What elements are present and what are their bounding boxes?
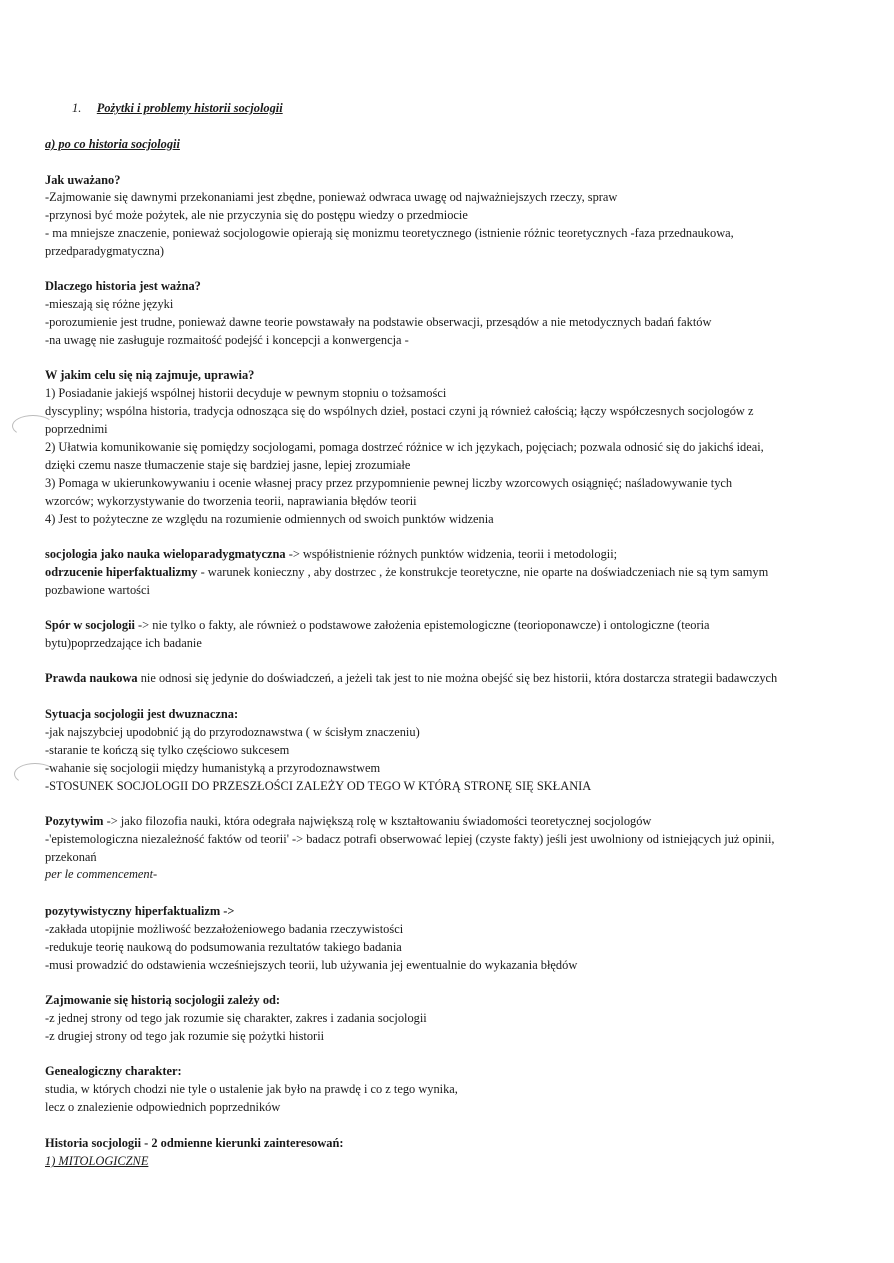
text-line: Prawda naukowa nie odnosi się jedynie do doświadczeń, a jeżeli tak jest to nie można obejść się bez historii, która dostarcza strategii badawczych [45,671,778,685]
text-line: -z drugiej strony od tego jak rozumie się pożytki historii [45,1029,325,1043]
text-line: -porozumienie jest trudne, ponieważ dawne teorie powstawały na podstawie obserwacji, przesądów a nie metodycznych badań faktów [45,315,712,329]
text-line: -'epistemologiczna niezależność faktów od teorii' -> badacz potrafi obserwować lepiej (czyste fakty) jeśli jest uwolniony od istniejących już opinii, [45,832,775,846]
text-line: -z jednej strony od tego jak rozumie się charakter, zakres i zadania socjologii [45,1011,427,1025]
text-line: -Zajmowanie się dawnymi przekonaniami jest zbędne, ponieważ odwraca uwagę od najważniejszych rzeczy, spraw [45,190,618,204]
text-line: -przynosi być może pożytek, ale nie przyczynia się do postępu wiedzy o przedmiocie [45,208,468,222]
text-line: 4) Jest to pożyteczne ze względu na rozumienie odmiennych od swoich punktów widzenia [45,512,494,526]
text-line: -wahanie się socjologii między humanistyką a przyrodoznawstwem [45,761,381,775]
section-title: Historia socjologii - 2 odmienne kierunki zainteresowań: [45,1136,344,1150]
text-line: -mieszają się różne języki [45,297,174,311]
text-line: bytu)poprzedzające ich badanie [45,636,202,650]
text-line: -STOSUNEK SOCJOLOGII DO PRZESZŁOŚCI ZALEŻY OD TEGO W KTÓRĄ STRONĘ SIĘ SKŁANIA [45,779,592,793]
text-line: 2) Ułatwia komunikowanie się pomiędzy socjologami, pomaga dostrzeć różnice w ich językach, pojęciach; pozwala odnosić się do jakichś ideai, [45,440,764,454]
text-line: studia, w których chodzi nie tyle o ustalenie jak było na prawdę i co z tego wynika, [45,1082,458,1096]
text-line: - ma mniejsze znaczenie, ponieważ socjologowie opierają się monizmu teoretycznego (istnienie różnic teoretycznych -faza przednaukowa, [45,226,734,240]
text-line: 1) Posiadanie jakiejś wspólnej historii decyduje w pewnym stopniu o tożsamości [45,386,447,400]
subsection-title: 1) MITOLOGICZNE [45,1154,149,1168]
text-line: lecz o znalezienie odpowiednich poprzedników [45,1100,281,1114]
text-line: -redukuje teorię naukową do podsumowania rezultatów takiego badania [45,940,402,954]
text-line: socjologia jako nauka wieloparadygmatyczna -> współistnienie różnych punktów widzenia, teorii i metodologii; [45,547,618,561]
section-title: Dlaczego historia jest ważna? [45,279,201,293]
heading-title: Pożytki i problemy historii socjologii [96,101,283,115]
text-line: pozbawione wartości [45,583,150,597]
text-line: odrzucenie hiperfaktualizmy - warunek konieczny , aby dostrzec , że konstrukcje teoretyczne, nie oparte na doświadczeniach nie są tym samym [45,565,769,579]
section-title: pozytywistyczny hiperfaktualizm -> [45,904,235,918]
text-line: przekonań [45,850,97,864]
section-title: Zajmowanie się historią socjologii zależy od: [45,993,281,1007]
text-line: -musi prowadzić do odstawienia wcześniejszych teorii, lub używania jej ewentualnie do wykazania błędów [45,958,578,972]
section-title: Jak uważano? [45,173,121,187]
text-line: dzięki czemu nasze tłumaczenie staje się bardziej jasne, lepiej zrozumiałe [45,458,411,472]
text-line: -staranie te kończą się tylko częściowo sukcesem [45,743,290,757]
text-line: -zakłada utopijnie możliwość bezzałożeniowego badania rzeczywistości [45,922,404,936]
section-title: W jakim celu się nią zajmuje, uprawia? [45,368,255,382]
text-line: per le commencement- [45,867,158,881]
text-line: dyscypliny; wspólna historia, tradycja odnosząca się do wspólnych dzieł, postaci czyni ją również całością; łączy współczesnych socjologów z [45,404,754,418]
text-line: -jak najszybciej upodobnić ją do przyrodoznawstwa ( w ścisłym znaczeniu) [45,725,420,739]
text-line: 3) Pomaga w ukierunkowywaniu i ocenie własnej pracy przez przypomnienie pewnej liczby wzorcowych osiągnięć; naśladowywanie tych [45,476,733,490]
section-title: Genealogiczny charakter: [45,1064,182,1078]
text-line: -na uwagę nie zasługuje rozmaitość podejść i koncepcji a konwergencja - [45,333,409,347]
text-line: przedparadygmatyczna) [45,244,165,258]
section-title: Sytuacja socjologii jest dwuznaczna: [45,707,239,721]
main-heading: 1. Pożytki i problemy historii socjologii [72,101,283,115]
text-line: poprzednimi [45,422,108,436]
text-line: Pozytywim -> jako filozofia nauki, która odegrała największą rolę w kształtowaniu świadomości teoretycznej socjologów [45,814,652,828]
subheading: a) po co historia socjologii [45,137,180,151]
text-line: Spór w socjologii -> nie tylko o fakty, ale również o podstawowe założenia epistemologiczne (teorioponawcze) i ontologiczne (teoria [45,618,710,632]
text-line: wzorców; wykorzystywanie do tworzenia teorii, naprawiania błędów teorii [45,494,417,508]
